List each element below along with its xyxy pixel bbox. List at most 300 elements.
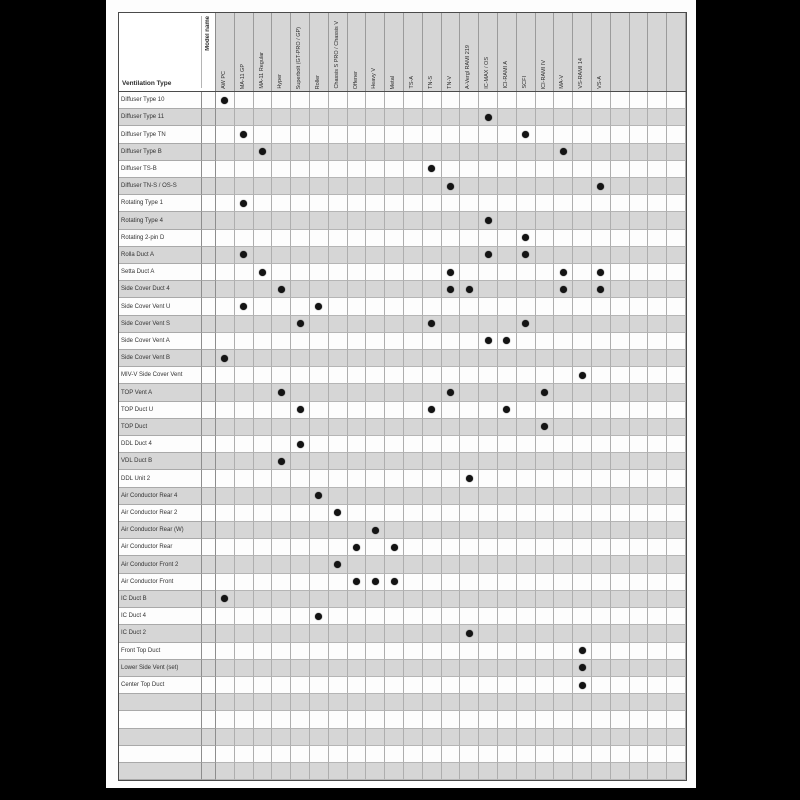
matrix-cell [404,126,423,143]
matrix-cell [648,247,667,264]
table-body [119,92,686,780]
matrix-cell [498,92,517,109]
matrix-cell [498,144,517,161]
matrix-cell [329,539,348,556]
matrix-cell [272,281,291,298]
matrix-cell [254,212,273,229]
matrix-cell [291,539,310,556]
matrix-cell [460,178,479,195]
matrix-cell [442,350,461,367]
matrix-cell [404,367,423,384]
compatibility-dot [334,561,341,568]
matrix-cell [479,126,498,143]
row-spacer-cell [202,711,216,728]
matrix-cell [648,109,667,126]
matrix-cell [648,367,667,384]
matrix-cell [592,126,611,143]
matrix-cell [648,470,667,487]
matrix-cell [235,333,254,350]
matrix-cell [479,230,498,247]
matrix-cell [254,264,273,281]
matrix-cell [460,608,479,625]
matrix-cell [423,367,442,384]
matrix-cell [498,109,517,126]
matrix-cell [498,195,517,212]
row-label: Air Conductor Front 2 [119,556,202,573]
matrix-cell [460,694,479,711]
row-spacer-cell [202,161,216,178]
matrix-cell [611,625,630,642]
matrix-cell [667,539,686,556]
compatibility-dot [522,251,529,258]
matrix-cell [479,298,498,315]
matrix-cell [648,643,667,660]
matrix-cell [611,660,630,677]
matrix-cell [611,643,630,660]
matrix-cell [423,453,442,470]
matrix-cell [310,247,329,264]
matrix-cell [366,470,385,487]
row-label: Diffuser TN-S / OS-S [119,178,202,195]
column-header-label: Metal [390,75,397,89]
matrix-cell [611,677,630,694]
matrix-cell [366,195,385,212]
matrix-cell [630,591,649,608]
matrix-cell [423,402,442,419]
matrix-cell [667,453,686,470]
matrix-cell [573,144,592,161]
matrix-cell [329,126,348,143]
matrix-cell [348,161,367,178]
matrix-cell [385,522,404,539]
matrix-cell [329,436,348,453]
matrix-cell [667,470,686,487]
compatibility-dot [315,613,322,620]
matrix-cell [216,591,235,608]
table-row [119,92,686,109]
matrix-cell [479,281,498,298]
matrix-cell [291,746,310,763]
matrix-cell [329,591,348,608]
matrix-cell [554,625,573,642]
table-row [119,195,686,212]
matrix-cell [592,144,611,161]
matrix-cell [216,488,235,505]
matrix-cell [460,212,479,229]
matrix-cell [442,195,461,212]
matrix-cell [517,212,536,229]
table-row [119,660,686,677]
matrix-cell [291,384,310,401]
matrix-cell [348,522,367,539]
column-header-label: MA-V [559,75,566,89]
matrix-cell [611,522,630,539]
row-spacer-cell [202,574,216,591]
matrix-cell [404,178,423,195]
matrix-cell [648,230,667,247]
matrix-cell [291,470,310,487]
matrix-cell [291,126,310,143]
row-spacer-cell [202,402,216,419]
compatibility-dot [560,286,567,293]
matrix-cell [348,264,367,281]
matrix-cell [517,419,536,436]
matrix-cell [648,608,667,625]
matrix-cell [498,591,517,608]
compatibility-dot [428,406,435,413]
matrix-cell [254,677,273,694]
matrix-cell [517,230,536,247]
matrix-cell [366,212,385,229]
matrix-cell [630,539,649,556]
row-spacer-cell [202,694,216,711]
matrix-cell [216,746,235,763]
matrix-cell [517,488,536,505]
compatibility-dot [503,337,510,344]
matrix-cell [254,522,273,539]
table-row [119,625,686,642]
matrix-cell [479,505,498,522]
matrix-cell [648,178,667,195]
matrix-cell [554,746,573,763]
column-header [404,13,423,91]
matrix-cell [573,711,592,728]
compatibility-dot [353,578,360,585]
matrix-cell [592,109,611,126]
compatibility-dot [447,389,454,396]
matrix-cell [479,161,498,178]
matrix-cell [630,126,649,143]
matrix-cell [667,522,686,539]
matrix-cell [385,178,404,195]
matrix-cell [404,539,423,556]
matrix-cell [329,729,348,746]
matrix-cell [648,264,667,281]
matrix-cell [310,195,329,212]
matrix-cell [272,92,291,109]
matrix-cell [291,230,310,247]
matrix-cell [254,298,273,315]
matrix-cell [404,625,423,642]
matrix-cell [442,264,461,281]
matrix-cell [216,574,235,591]
matrix-cell [329,660,348,677]
matrix-cell [460,505,479,522]
matrix-cell [517,109,536,126]
matrix-cell [348,453,367,470]
matrix-cell [573,350,592,367]
matrix-cell [517,556,536,573]
matrix-cell [573,419,592,436]
matrix-cell [630,608,649,625]
column-header [310,13,329,91]
matrix-cell [366,608,385,625]
matrix-cell [385,660,404,677]
matrix-cell [630,746,649,763]
matrix-cell [404,574,423,591]
table-row [119,316,686,333]
matrix-cell [536,402,555,419]
matrix-cell [235,729,254,746]
matrix-cell [272,161,291,178]
matrix-cell [479,367,498,384]
matrix-cell [554,333,573,350]
matrix-cell [216,729,235,746]
matrix-cell [611,729,630,746]
matrix-cell [423,178,442,195]
row-spacer-cell [202,247,216,264]
column-header-label: TN-S [427,76,434,89]
matrix-cell [254,505,273,522]
matrix-cell [310,92,329,109]
matrix-cell [554,144,573,161]
matrix-cell [366,694,385,711]
matrix-cell [479,556,498,573]
column-header [291,13,310,91]
matrix-cell [460,247,479,264]
table-row [119,505,686,522]
table-row [119,436,686,453]
matrix-cell [385,402,404,419]
table-row [119,608,686,625]
matrix-cell [648,298,667,315]
matrix-cell [423,711,442,728]
matrix-cell [498,333,517,350]
matrix-cell [498,298,517,315]
matrix-cell [216,556,235,573]
matrix-cell [423,591,442,608]
matrix-cell [272,522,291,539]
matrix-cell [385,264,404,281]
matrix-cell [592,694,611,711]
matrix-cell [667,126,686,143]
matrix-cell [536,711,555,728]
matrix-cell [667,316,686,333]
matrix-cell [648,144,667,161]
row-spacer-cell [202,660,216,677]
column-header [630,13,649,91]
matrix-cell [630,281,649,298]
matrix-cell [254,453,273,470]
matrix-cell [460,574,479,591]
matrix-cell [329,264,348,281]
matrix-cell [348,402,367,419]
row-label: Side Cover Duct 4 [119,281,202,298]
matrix-cell [573,677,592,694]
matrix-cell [423,281,442,298]
matrix-cell [385,711,404,728]
matrix-cell [611,264,630,281]
matrix-cell [667,711,686,728]
matrix-cell [216,694,235,711]
matrix-cell [310,660,329,677]
matrix-cell [442,574,461,591]
matrix-cell [667,574,686,591]
matrix-cell [554,316,573,333]
matrix-cell [498,247,517,264]
matrix-cell [329,419,348,436]
matrix-cell [423,763,442,780]
compatibility-dot [240,251,247,258]
matrix-cell [592,729,611,746]
matrix-cell [517,178,536,195]
row-spacer-cell [202,264,216,281]
matrix-cell [592,574,611,591]
matrix-cell [291,505,310,522]
compatibility-dot [240,131,247,138]
matrix-cell [404,298,423,315]
matrix-cell [348,556,367,573]
matrix-cell [573,402,592,419]
table-row [119,677,686,694]
column-header [648,13,667,91]
matrix-cell [348,144,367,161]
matrix-cell [460,195,479,212]
matrix-cell [554,230,573,247]
compatibility-dot [297,320,304,327]
matrix-cell [611,144,630,161]
matrix-cell [272,195,291,212]
matrix-cell [592,195,611,212]
matrix-cell [517,729,536,746]
matrix-cell [385,746,404,763]
matrix-cell [536,488,555,505]
row-label: TOP Vent A [119,384,202,401]
matrix-cell [460,591,479,608]
matrix-cell [517,505,536,522]
matrix-cell [573,608,592,625]
matrix-cell [329,470,348,487]
compatibility-dot [297,406,304,413]
column-header-label: TS-A [409,76,415,89]
row-label [119,746,202,763]
row-spacer-cell [202,333,216,350]
matrix-cell [310,694,329,711]
matrix-cell [423,488,442,505]
matrix-cell [404,470,423,487]
matrix-cell [254,488,273,505]
matrix-cell [630,488,649,505]
matrix-cell [667,625,686,642]
matrix-cell [517,763,536,780]
matrix-cell [272,488,291,505]
row-spacer-cell [202,556,216,573]
scanned-page [106,0,696,788]
column-header [460,13,479,91]
matrix-cell [423,419,442,436]
matrix-cell [479,522,498,539]
matrix-cell [630,109,649,126]
matrix-cell [385,436,404,453]
matrix-cell [554,677,573,694]
compatibility-dot [372,578,379,585]
matrix-cell [291,608,310,625]
matrix-cell [442,178,461,195]
matrix-cell [291,763,310,780]
matrix-cell [667,419,686,436]
matrix-cell [348,316,367,333]
table-row [119,522,686,539]
matrix-cell [404,419,423,436]
matrix-cell [272,470,291,487]
matrix-cell [385,453,404,470]
matrix-cell [648,711,667,728]
matrix-cell [291,488,310,505]
matrix-cell [310,281,329,298]
matrix-cell [366,419,385,436]
matrix-cell [630,470,649,487]
matrix-cell [573,161,592,178]
matrix-cell [366,316,385,333]
matrix-cell [366,574,385,591]
matrix-cell [442,625,461,642]
matrix-cell [517,453,536,470]
matrix-cell [611,488,630,505]
matrix-cell [573,436,592,453]
matrix-cell [254,711,273,728]
matrix-cell [235,539,254,556]
matrix-cell [517,161,536,178]
column-header [423,13,442,91]
matrix-cell [498,625,517,642]
matrix-cell [216,144,235,161]
row-spacer-cell [202,384,216,401]
row-label: TOP Duct U [119,402,202,419]
matrix-cell [498,539,517,556]
matrix-cell [385,126,404,143]
matrix-cell [648,522,667,539]
matrix-cell [592,470,611,487]
matrix-cell [442,402,461,419]
matrix-cell [385,763,404,780]
matrix-cell [592,419,611,436]
matrix-cell [536,660,555,677]
matrix-cell [573,763,592,780]
matrix-cell [554,556,573,573]
matrix-cell [423,384,442,401]
matrix-cell [272,591,291,608]
row-spacer-cell [202,316,216,333]
matrix-cell [592,402,611,419]
matrix-cell [573,746,592,763]
matrix-cell [423,109,442,126]
matrix-cell [517,677,536,694]
matrix-cell [366,230,385,247]
matrix-cell [329,92,348,109]
matrix-cell [348,694,367,711]
matrix-cell [329,384,348,401]
column-header [254,13,273,91]
matrix-cell [554,281,573,298]
table-row [119,402,686,419]
matrix-cell [385,591,404,608]
corner-rotated-strip [201,16,214,88]
matrix-cell [460,470,479,487]
matrix-cell [348,660,367,677]
matrix-cell [216,195,235,212]
matrix-cell [216,350,235,367]
matrix-cell [272,643,291,660]
matrix-cell [630,711,649,728]
table-row [119,539,686,556]
matrix-cell [479,92,498,109]
matrix-cell [630,505,649,522]
matrix-cell [404,556,423,573]
table-row [119,729,686,746]
matrix-cell [460,419,479,436]
matrix-cell [348,212,367,229]
table-row [119,574,686,591]
